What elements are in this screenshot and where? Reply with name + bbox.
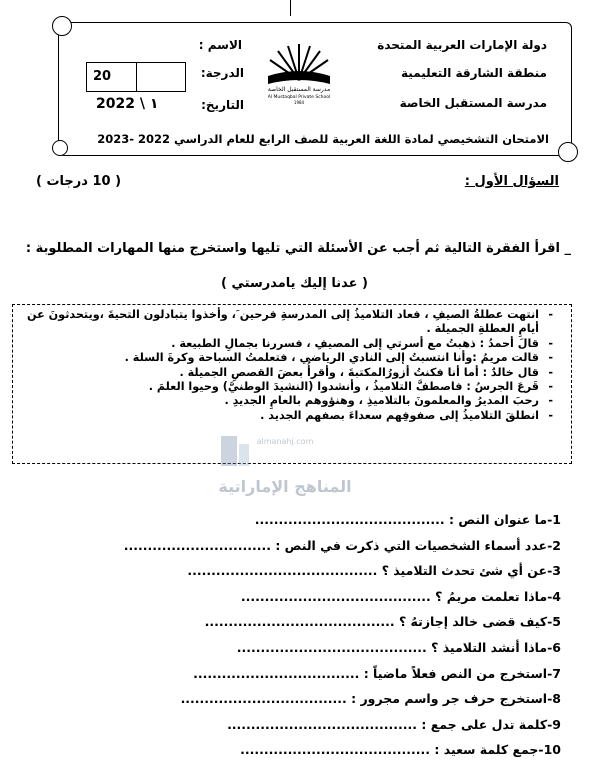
date-label: التاريخ: <box>201 98 244 112</box>
answer-blank[interactable]: ........................................ <box>227 716 418 732</box>
passage-line: - قال خالدٌ : أما أنا فكنتُ أزورُالمكتبةَ ، وأقرأُ بعضَ القصصِ الجميلة . <box>23 366 553 380</box>
question-item: 6-ماذا أنشد التلاميذ ؟ ........................................ <box>236 639 561 655</box>
logo-text-ar: مدرسة المستقبل الخاصة <box>267 86 331 93</box>
answer-blank[interactable]: ........................................ <box>204 614 395 630</box>
section-grade: ( 10 درجات ) <box>36 174 122 189</box>
region-name: منطقة الشارقة التعليمية <box>401 66 547 80</box>
question-item: 7-استخرج من النص فعلاً ماضياً : ................................... <box>193 665 561 681</box>
scroll-curl-bottom-right <box>558 142 578 162</box>
country-name: دولة الإمارات العربية المتحدة <box>377 38 547 52</box>
logo-year: 1984 <box>293 100 305 104</box>
school-logo <box>262 40 336 104</box>
passage-line: - قالت مريمُ :وأنا انتسبتُ إلى النادي الرياضي ، فتعلمتُ السباحة وكرةَ السلة . <box>23 351 553 365</box>
logo-text-en: Al Mustaqbal Private School <box>267 95 331 100</box>
question-item: 2-عدد أسماء الشخصيات التي ذكرت في النص : ............................... <box>123 537 561 553</box>
top-tick-mark <box>290 0 291 16</box>
answer-blank[interactable]: ................................... <box>180 691 347 707</box>
watermark-site: almanahj.com <box>256 437 314 446</box>
section-title: السؤال الأول : <box>464 174 559 189</box>
scroll-curl-top-left <box>52 16 72 36</box>
date-value: 2022 \ ١ <box>96 96 159 112</box>
grade-label: الدرجة: <box>200 66 244 80</box>
question-item: 3-عن أي شئ تحدث التلاميذ ؟ ........................................ <box>187 563 561 579</box>
passage-line: - قالَ أحمدُ : ذهبتُ مع أسرتي إلى المصيفِ ، فسررنا بجمالِ الطبيعة . <box>23 337 553 351</box>
school-name: مدرسة المستقبل الخاصة <box>399 96 547 110</box>
answer-blank[interactable]: ............................... <box>123 537 271 553</box>
grade-box <box>86 62 186 92</box>
answer-blank[interactable]: ........................................ <box>236 639 427 655</box>
watermark-text: المناهج الإماراتية <box>218 477 352 496</box>
question-item: 10-جمع كلمة سعيد : ........................................ <box>240 742 561 758</box>
grade-value: 20 <box>93 69 112 84</box>
answer-blank[interactable]: ........................................ <box>254 512 445 527</box>
question-item: 1-ما عنوان النص : ........................................ <box>254 512 561 527</box>
answer-blank[interactable]: ........................................ <box>187 563 378 579</box>
question-item: 8-استخرج حرف جر واسم مجرور : ................................... <box>180 691 561 707</box>
name-label: الاسم : <box>198 38 242 52</box>
passage-line: - رحبَ المديرُ والمعلمونَ بالتلاميذِ ، وهنؤوهم بالعامِ الجديدِ . <box>23 394 553 408</box>
answer-blank[interactable]: ........................................ <box>240 588 431 604</box>
question-item: 9-كلمة تدل على جمع : ........................................ <box>227 716 561 732</box>
questions-list <box>21 507 561 763</box>
answer-blank[interactable]: ................................... <box>193 665 360 681</box>
passage-line: - قَرعَ الجرسُ : فاصطفَّ التلاميذُ ، وأنشدوا (النشيدَ الوطنيَّ) وحيوا العلمَ . <box>23 380 553 394</box>
exam-title: الامتحان التشخيصي لمادة اللغة العربية للصف الرابع للعام الدراسي 2022 -2023 <box>97 132 549 146</box>
story-title: ( عدنا إليك يامدرستي ) <box>221 276 368 291</box>
instruction-text: _ اقرأ الفقرة التالية ثم أجب عن الأسئلة التي تليها واستخرج منها المهارات المطلوبة : <box>25 241 571 256</box>
grade-box-divider <box>136 63 137 91</box>
watermark-logo <box>215 430 355 510</box>
question-item: 5-كيف قضى خالد إجازتهُ ؟ ........................................ <box>204 614 561 630</box>
passage-line: - انطلقَ التلاميذُ إلى صفوفِهم سعداءَ بصفهم الجديد . <box>23 409 553 423</box>
answer-blank[interactable]: ........................................ <box>240 742 431 758</box>
passage-line: - انتهت عطلةُ الصيفِ ، فعاد التلاميذُ إلى المدرسةِ فرحين َ، وأخذوا يتبادلون التحيةَ ،ويتحدثونَ عن أيامِ العطلةِ الجميلة . <box>23 308 553 337</box>
question-item: 4-ماذا تعلمت مريمُ ؟ ........................................ <box>240 588 561 604</box>
scroll-curl-bottom-left <box>52 140 68 156</box>
